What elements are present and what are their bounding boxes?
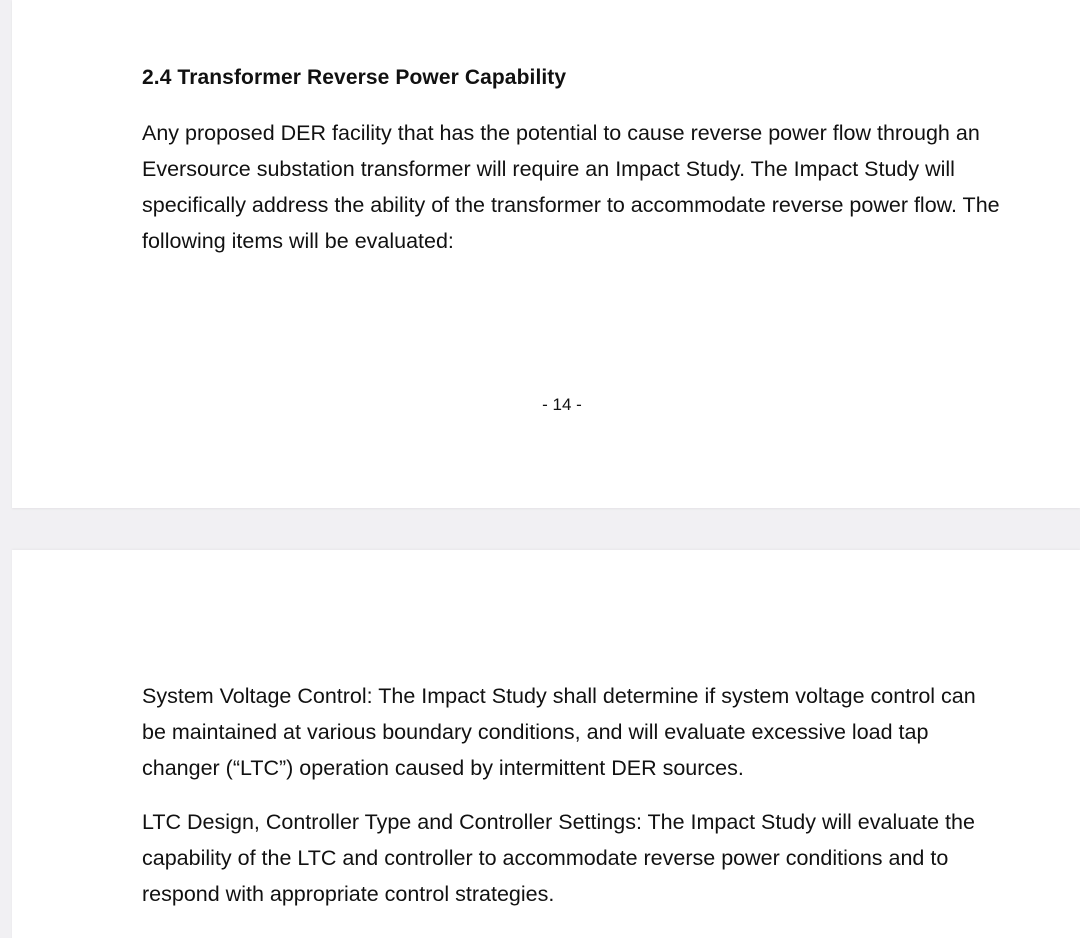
- document-page: [12, 550, 1080, 938]
- page-number: - 14 -: [542, 395, 582, 414]
- paragraph-system-voltage-control: System Voltage Control: The Impact Study shall determine if system voltage control can be maintained at various boundary conditions, and will evaluate excessive load tap changer (“LTC”) operation caused by intermittent DER sources.: [142, 684, 976, 780]
- paragraph: Any proposed DER facility that has the potential to cause reverse power flow through an Eversource substation transformer will require an Impact Study. The Impact Study will specifically address the ability of the transformer to accommodate reverse power flow. The following items will be evaluated:: [142, 121, 1000, 253]
- paragraph-ltc-design: LTC Design, Controller Type and Controller Settings: The Impact Study will evaluate the capability of the LTC and controller to accommodate reverse power conditions and to respond with appropriate control strategies.: [142, 810, 975, 906]
- document-page: [12, 0, 1080, 508]
- section-heading: 2.4 Transformer Reverse Power Capability: [142, 66, 567, 89]
